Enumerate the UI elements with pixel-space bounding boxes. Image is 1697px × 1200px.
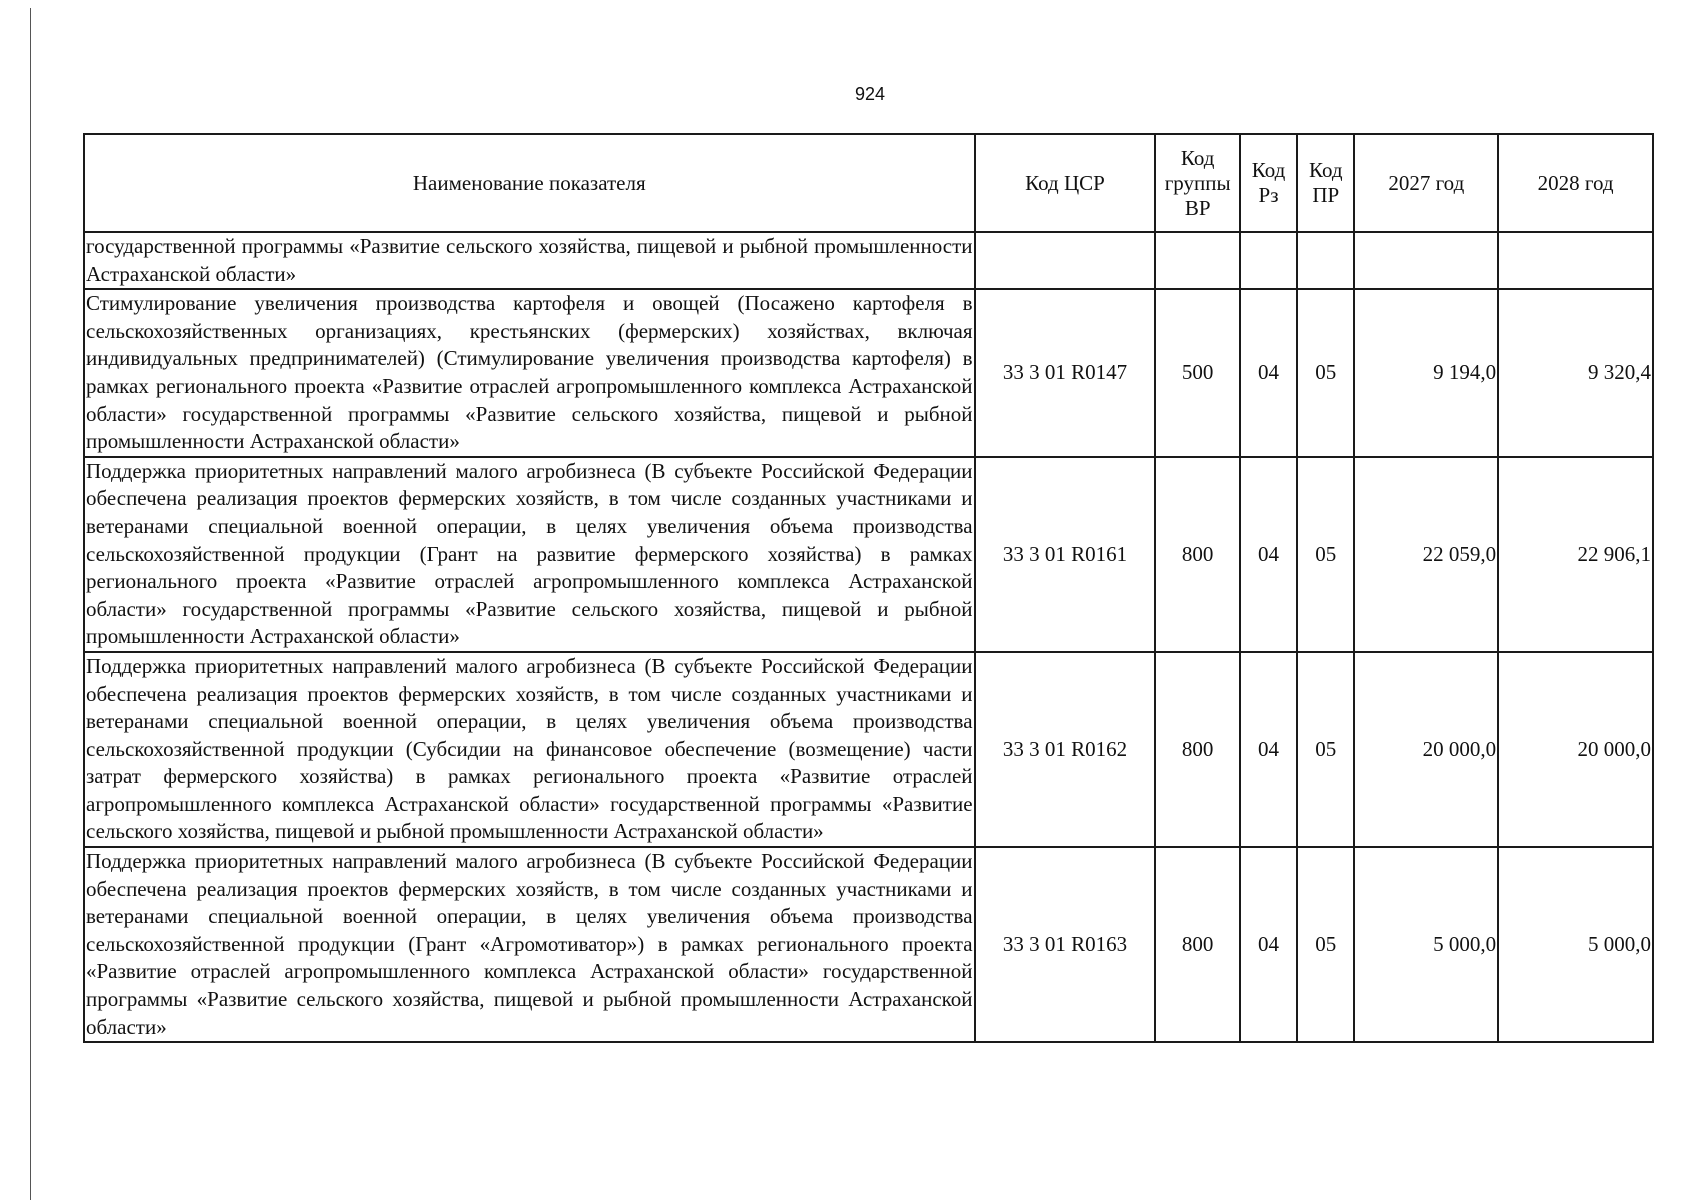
row-value-2028 (1498, 232, 1653, 289)
table-row (84, 232, 1653, 289)
row-rz-code: 04 (1240, 457, 1297, 652)
row-value-2027: 20 000,0 (1354, 652, 1498, 847)
row-value-2027: 9 194,0 (1354, 289, 1498, 457)
row-name: Поддержка приоритетных направлений малого агробизнеса (В субъекте Российской Федерации обеспечена реализация проектов фермерских хозяйств, в том числе созданных участниками и ветеранами специальной военной операции, в целях увеличения объема производства сельскохозяйственной продукции (Грант «Агромотиватор») в рамках регионального проекта «Развитие отраслей агропромышленного комплекса Астраханской области» государственной программы «Развитие сельского хозяйства, пищевой и рыбной промышленности Астраханской области» (84, 847, 975, 1042)
row-rz-code: 04 (1240, 652, 1297, 847)
row-vr-code: 800 (1155, 652, 1239, 847)
row-csr-code: 33 3 01 R0162 (975, 652, 1156, 847)
table-row (84, 847, 1653, 1042)
header-pr-code: Код ПР (1297, 134, 1354, 232)
row-value-2028: 5 000,0 (1498, 847, 1653, 1042)
row-csr-code: 33 3 01 R0147 (975, 289, 1156, 457)
row-rz-code (1240, 232, 1297, 289)
table-row (84, 457, 1653, 652)
row-value-2027: 5 000,0 (1354, 847, 1498, 1042)
row-csr-code: 33 3 01 R0161 (975, 457, 1156, 652)
row-value-2027 (1354, 232, 1498, 289)
header-rz-code: Код Рз (1240, 134, 1297, 232)
row-name: Поддержка приоритетных направлений малого агробизнеса (В субъекте Российской Федерации обеспечена реализация проектов фермерских хозяйств, в том числе созданных участниками и ветеранами специальной военной операции, в целях увеличения объема производства сельскохозяйственной продукции (Субсидии на финансовое обеспечение (возмещение) части затрат фермерского хозяйства) в рамках регионального проекта «Развитие отраслей агропромышленного комплекса Астраханской области» государственной программы «Развитие сельского хозяйства, пищевой и рыбной промышленности Астраханской области» (84, 652, 975, 847)
header-csr-code: Код ЦСР (975, 134, 1156, 232)
row-pr-code: 05 (1297, 652, 1354, 847)
binding-margin-line (30, 8, 31, 1200)
table-row (84, 289, 1653, 457)
budget-table (83, 133, 1654, 1043)
row-name: государственной программы «Развитие сельского хозяйства, пищевой и рыбной промышленности Астраханской области» (84, 232, 975, 289)
row-name: Стимулирование увеличения производства картофеля и овощей (Посажено картофеля в сельскохозяйственных организациях, крестьянских (фермерских) хозяйствах, включая индивидуальных предпринимателей) (Стимулирование увеличения производства картофеля) в рамках регионального проекта «Развитие отраслей агропромышленного комплекса Астраханской области» государственной программы «Развитие сельского хозяйства, пищевой и рыбной промышленности Астраханской области» (84, 289, 975, 457)
row-value-2028: 20 000,0 (1498, 652, 1653, 847)
header-name: Наименование показателя (84, 134, 975, 232)
row-value-2027: 22 059,0 (1354, 457, 1498, 652)
row-pr-code: 05 (1297, 457, 1354, 652)
row-csr-code: 33 3 01 R0163 (975, 847, 1156, 1042)
row-vr-code: 800 (1155, 847, 1239, 1042)
header-year-2027: 2027 год (1354, 134, 1498, 232)
row-vr-code: 500 (1155, 289, 1239, 457)
row-vr-code (1155, 232, 1239, 289)
row-vr-code: 800 (1155, 457, 1239, 652)
row-name: Поддержка приоритетных направлений малого агробизнеса (В субъекте Российской Федерации обеспечена реализация проектов фермерских хозяйств, в том числе созданных участниками и ветеранами специальной военной операции, в целях увеличения объема производства сельскохозяйственной продукции (Грант на развитие фермерского хозяйства) в рамках регионального проекта «Развитие отраслей агропромышленного комплекса Астраханской области» государственной программы «Развитие сельского хозяйства, пищевой и рыбной промышленности Астраханской области» (84, 457, 975, 652)
header-vr-code: Код группы ВР (1155, 134, 1239, 232)
page-number: 924 (854, 84, 886, 104)
row-value-2028: 22 906,1 (1498, 457, 1653, 652)
table-row (84, 652, 1653, 847)
row-pr-code: 05 (1297, 847, 1354, 1042)
row-csr-code (975, 232, 1156, 289)
row-value-2028: 9 320,4 (1498, 289, 1653, 457)
row-rz-code: 04 (1240, 847, 1297, 1042)
row-rz-code: 04 (1240, 289, 1297, 457)
header-year-2028: 2028 год (1498, 134, 1653, 232)
row-pr-code (1297, 232, 1354, 289)
row-pr-code: 05 (1297, 289, 1354, 457)
table-header-row (84, 134, 1653, 232)
